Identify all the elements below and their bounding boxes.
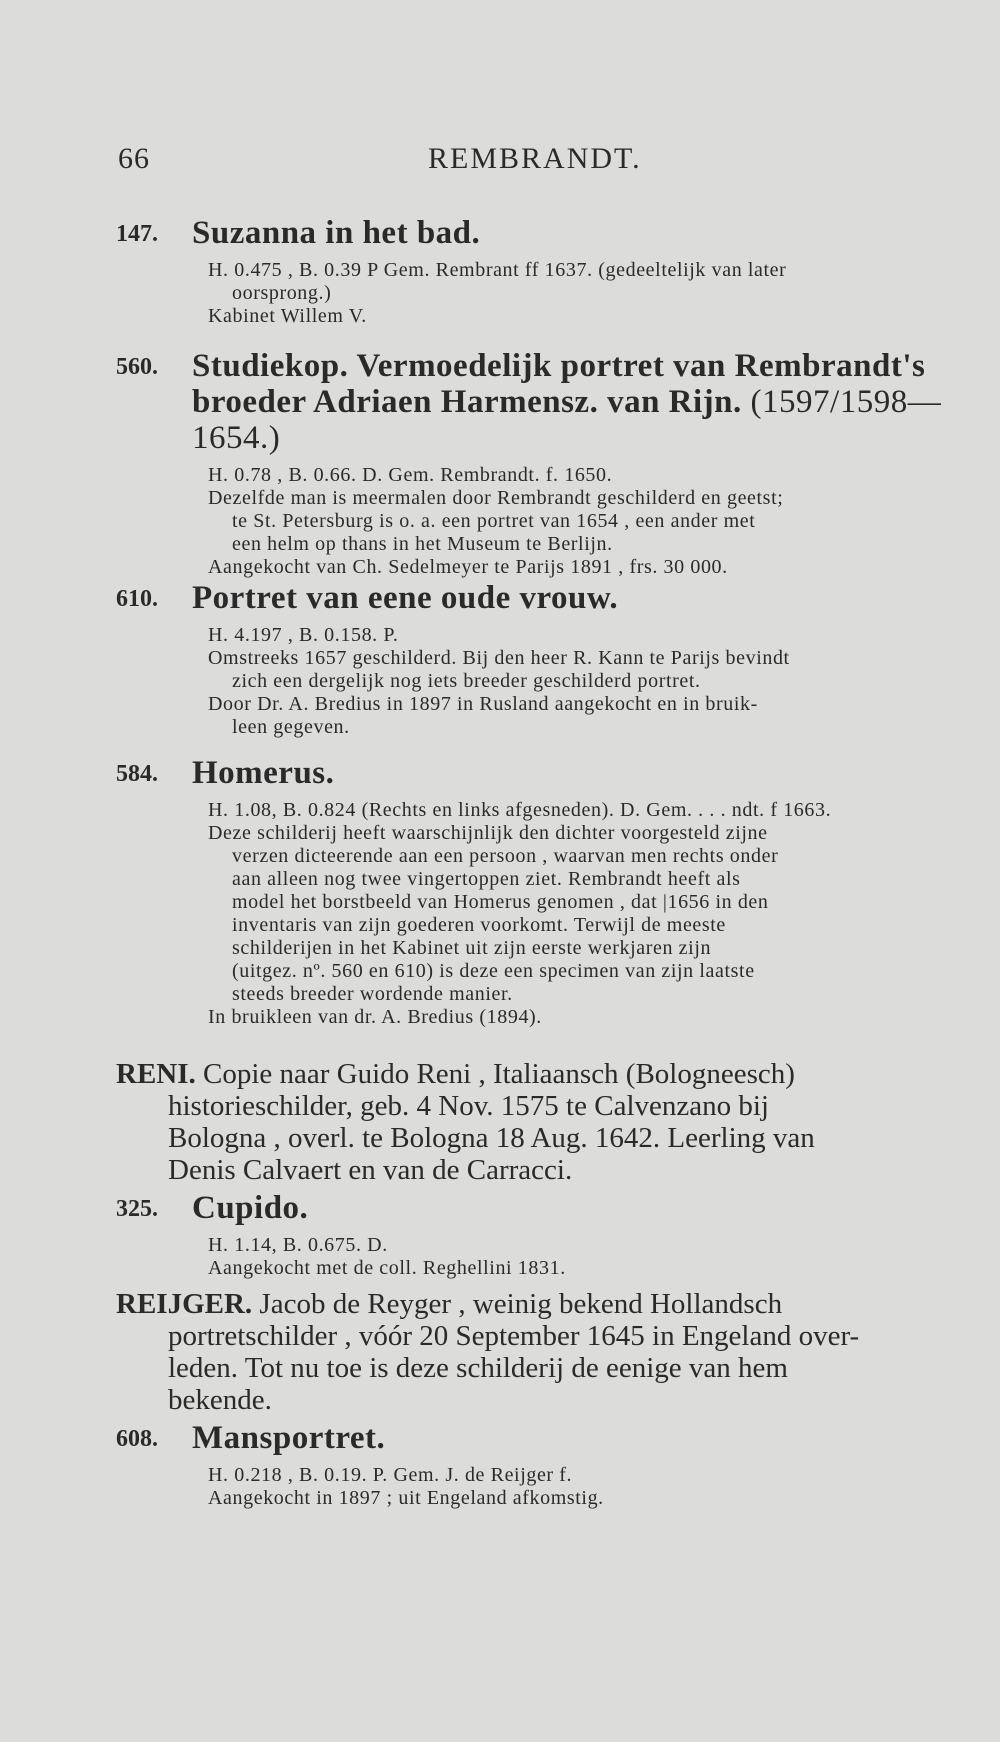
entry-line: oorsprong.) <box>232 282 332 304</box>
entry-line: verzen dicteerende aan een persoon , waarvan men rechts onder <box>232 845 779 867</box>
entry-line: model het borstbeeld van Homerus genomen , dat |1656 in den <box>232 891 769 913</box>
entry-number: 560. <box>116 354 158 380</box>
catalog-entry-147 <box>116 215 946 328</box>
entry-title-line: Studiekop. Vermoedelijk portret van Rembrandt's <box>192 348 926 384</box>
running-title: REMBRANDT. <box>428 142 642 175</box>
artist-name: REIJGER. <box>116 1288 253 1320</box>
catalog-entry-560 <box>116 348 946 579</box>
entry-line: H. 0.78 , B. 0.66. D. Gem. Rembrandt. f. 1650. <box>208 464 613 486</box>
artist-line: bekende. <box>168 1384 272 1416</box>
entry-line: aan alleen nog twee vingertoppen ziet. Rembrandt heeft als <box>232 868 741 890</box>
entry-title: Cupido. <box>192 1190 309 1226</box>
entry-line: leen gegeven. <box>232 716 350 738</box>
entry-line: zich een dergelijk nog iets breeder geschilderd portret. <box>232 670 701 692</box>
entry-line: Deze schilderij heeft waarschijnlijk den dichter voorgesteld zijne <box>208 822 768 844</box>
entry-line: te St. Petersburg is o. a. een portret van 1654 , een ander met <box>232 510 756 532</box>
artist-entry-reijger <box>116 1288 946 1416</box>
entry-title: Portret van eene oude vrouw. <box>192 580 619 616</box>
artist-line: historieschilder, geb. 4 Nov. 1575 te Calvenzano bij <box>168 1090 769 1122</box>
entry-line: Aangekocht met de coll. Reghellini 1831. <box>208 1257 566 1279</box>
entry-line: H. 4.197 , B. 0.158. P. <box>208 624 399 646</box>
entry-title: Suzanna in het bad. <box>192 215 481 251</box>
entry-number: 325. <box>116 1196 158 1222</box>
entry-line: Aangekocht in 1897 ; uit Engeland afkomstig. <box>208 1487 604 1509</box>
entry-title-dates: (1597/1598— <box>741 384 942 420</box>
entry-line: schilderijen in het Kabinet uit zijn eerste werkjaren zijn <box>232 937 712 959</box>
entry-title: Homerus. <box>192 755 335 791</box>
catalog-entry-608 <box>116 1420 946 1510</box>
entry-line: een helm op thans in het Museum te Berlijn. <box>232 533 613 555</box>
artist-text: Copie naar Guido Reni , Italiaansch (Bologneesch) <box>203 1058 795 1090</box>
entry-number: 610. <box>116 586 158 612</box>
artist-text: Jacob de Reyger , weinig bekend Hollandsch <box>259 1288 783 1320</box>
artist-line: portretschilder , vóór 20 September 1645 in Engeland over- <box>168 1320 860 1352</box>
entry-line: Omstreeks 1657 geschilderd. Bij den heer R. Kann te Parijs bevindt <box>208 647 790 669</box>
entry-line: (uitgez. nº. 560 en 610) is deze een specimen van zijn laatste <box>232 960 755 982</box>
catalog-entry-610 <box>116 580 946 739</box>
catalog-entry-325 <box>116 1190 946 1280</box>
entry-line: H. 0.475 , B. 0.39 P Gem. Rembrant ff 1637. (gedeeltelijk van later <box>208 259 787 281</box>
entry-line: Dezelfde man is meermalen door Rembrandt geschilderd en geetst; <box>208 487 784 509</box>
artist-line <box>116 1288 946 1320</box>
entry-title-part: broeder Adriaen Harmensz. van Rijn. <box>192 384 742 420</box>
entry-title-line: 1654.) <box>192 420 281 456</box>
entry-number: 608. <box>116 1426 158 1452</box>
entry-title: Mansportret. <box>192 1420 386 1456</box>
entry-line: Kabinet Willem V. <box>208 305 367 327</box>
entry-line: Aangekocht van Ch. Sedelmeyer te Parijs 1891 , frs. 30 000. <box>208 556 728 578</box>
entry-number: 584. <box>116 761 158 787</box>
entry-number: 147. <box>116 221 158 247</box>
artist-entry-reni <box>116 1058 946 1186</box>
entry-line: H. 1.14, B. 0.675. D. <box>208 1234 388 1256</box>
entry-line: steeds breeder wordende manier. <box>232 983 513 1005</box>
artist-line: leden. Tot nu toe is deze schilderij de eenige van hem <box>168 1352 788 1384</box>
artist-line <box>116 1058 946 1090</box>
artist-line: Bologna , overl. te Bologna 18 Aug. 1642. Leerling van <box>168 1122 815 1154</box>
entry-line: H. 0.218 , B. 0.19. P. Gem. J. de Reijger f. <box>208 1464 573 1486</box>
artist-line: Denis Calvaert en van de Carracci. <box>168 1154 573 1186</box>
artist-name: RENI. <box>116 1058 196 1090</box>
entry-line: Door Dr. A. Bredius in 1897 in Rusland aangekocht en in bruik- <box>208 693 758 715</box>
entry-line: inventaris van zijn goederen voorkomt. Terwijl de meeste <box>232 914 726 936</box>
page-number: 66 <box>118 142 150 175</box>
catalog-entry-584 <box>116 755 946 1029</box>
entry-line: H. 1.08, B. 0.824 (Rechts en links afgesneden). D. Gem. . . . ndt. f 1663. <box>208 799 832 821</box>
entry-line: In bruikleen van dr. A. Bredius (1894). <box>208 1006 542 1028</box>
entry-title-line <box>192 384 946 420</box>
